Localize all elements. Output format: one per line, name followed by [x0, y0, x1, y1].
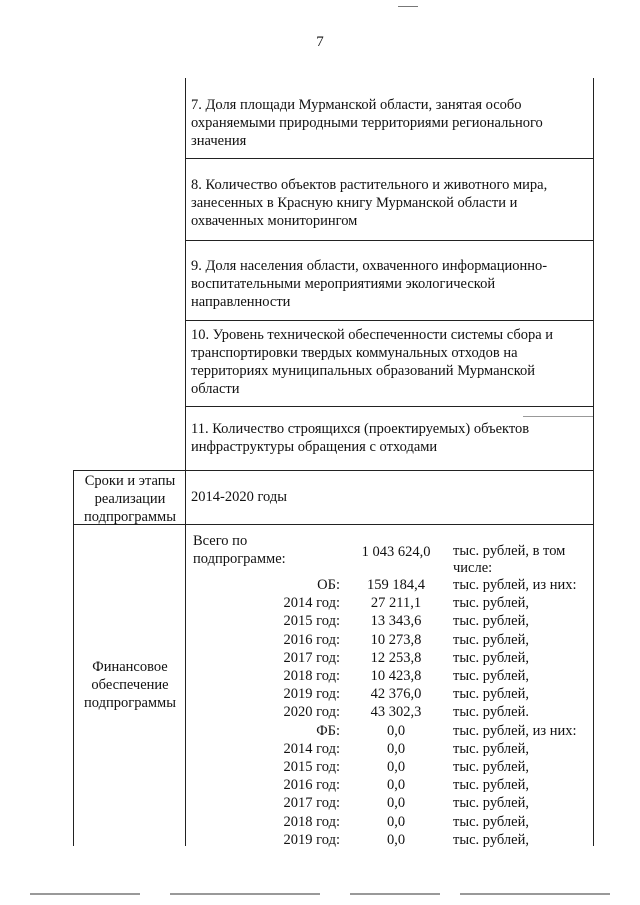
row-divider — [73, 470, 593, 471]
finance-row-unit: тыс. рублей, — [453, 649, 529, 666]
footer-line — [170, 893, 320, 895]
terms-value: 2014-2020 годы — [191, 489, 287, 505]
finance-row-value: 0,0 — [386, 722, 406, 739]
finance-row-label: 2018 год: — [283, 813, 340, 830]
finance-total-label: Всего по подпрограмме: — [193, 533, 286, 567]
finance-row-unit: тыс. рублей, — [453, 777, 529, 794]
finance-row — [73, 758, 593, 776]
indicator-11: 11. Количество строящихся (проектируемых) объектов инфраструктуры обращения с отходами — [191, 421, 530, 455]
finance-row — [73, 612, 593, 630]
footer-line — [350, 893, 440, 895]
finance-row-value: 0,0 — [386, 759, 406, 775]
finance-row-label: 2019 год: — [283, 831, 340, 848]
finance-row-value: 159 184,4 — [367, 577, 425, 593]
finance-row-unit: тыс. рублей, — [453, 631, 529, 648]
finance-row — [73, 667, 593, 685]
indicator-10: 10. Уровень технической обеспеченности системы сбора и транспортировки твердых коммунальных отходов на территориях муниципальных образований Мурманской области — [191, 327, 554, 397]
finance-row-value: 42 376,0 — [370, 686, 422, 703]
finance-row-unit: тыс. рублей. — [453, 704, 529, 721]
finance-row-unit: тыс. рублей, — [453, 740, 529, 757]
finance-row — [73, 740, 593, 758]
finance-row-value: 0,0 — [386, 831, 406, 848]
finance-row-unit: тыс. рублей, из них: — [453, 722, 577, 739]
finance-row — [73, 649, 593, 667]
indicator-8: 8. Количество объектов растительного и животного мира, занесенных в Красную книгу Мурманской области и охваченных мониторингом — [191, 177, 548, 229]
finance-row-unit: тыс. рублей, — [453, 686, 529, 703]
finance-row-label: ФБ: — [316, 722, 340, 739]
finance-row-value: 0,0 — [386, 795, 406, 812]
passport-table — [73, 78, 594, 846]
finance-row-value: 0,0 — [386, 813, 406, 830]
finance-row-label: ОБ: — [317, 577, 340, 593]
terms-label: Сроки и этапы реализации подпрограммы — [84, 473, 176, 525]
page-number: 7 — [316, 34, 324, 50]
finance-row-unit: тыс. рублей, — [453, 813, 529, 830]
finance-total-unit: тыс. рублей, в том числе: — [453, 543, 566, 576]
finance-row-label: 2017 год: — [283, 795, 340, 812]
finance-row-value: 0,0 — [386, 740, 406, 757]
finance-row-label: 2016 год: — [283, 777, 340, 794]
footer-line — [30, 893, 140, 895]
finance-row-unit: тыс. рублей, — [453, 831, 529, 848]
finance-row-value: 27 211,1 — [370, 595, 422, 612]
top-mark — [398, 6, 418, 7]
finance-row-label: 2015 год: — [283, 613, 340, 630]
finance-row-unit: тыс. рублей, — [453, 759, 529, 775]
finance-row-unit: тыс. рублей, — [453, 795, 529, 812]
finance-row-value: 10 273,8 — [370, 631, 422, 648]
finance-row — [73, 685, 593, 703]
finance-row-label: 2017 год: — [283, 649, 340, 666]
finance-row — [73, 831, 593, 849]
finance-row — [73, 722, 593, 740]
finance-row — [73, 813, 593, 831]
indicator-9: 9. Доля населения области, охваченного информационно-воспитательными мероприятиями экологической направленности — [191, 258, 548, 310]
finance-row-label: 2020 год: — [283, 704, 340, 721]
finance-row — [73, 576, 593, 594]
finance-row-value: 0,0 — [386, 777, 406, 794]
finance-label: Финансовое обеспечение подпрограммы — [84, 659, 176, 711]
finance-row-value: 10 423,8 — [370, 668, 422, 684]
finance-row — [73, 776, 593, 794]
finance-row-label: 2015 год: — [283, 759, 340, 775]
finance-row-unit: тыс. рублей, из них: — [453, 577, 577, 593]
finance-row-value: 43 302,3 — [370, 704, 422, 721]
finance-total-value: 1 043 624,0 — [361, 544, 431, 560]
row-divider — [185, 240, 593, 241]
row-divider — [185, 406, 593, 407]
finance-row-unit: тыс. рублей, — [453, 613, 529, 630]
finance-row-label: 2018 год: — [283, 668, 340, 684]
row-divider — [185, 320, 593, 321]
scan-mark — [523, 416, 593, 417]
footer-line — [460, 893, 610, 895]
finance-row-unit: тыс. рублей, — [453, 668, 529, 684]
finance-row-label: 2014 год: — [283, 595, 340, 612]
row-divider — [185, 158, 593, 159]
finance-row-label: 2016 год: — [283, 631, 340, 648]
finance-row-unit: тыс. рублей, — [453, 595, 529, 612]
finance-row-value: 13 343,6 — [370, 613, 422, 630]
finance-row-label: 2014 год: — [283, 740, 340, 757]
finance-row-value: 12 253,8 — [370, 649, 422, 666]
finance-row — [73, 703, 593, 721]
finance-row — [73, 594, 593, 612]
table-border-right — [593, 78, 594, 846]
finance-row-label: 2019 год: — [283, 686, 340, 703]
finance-row — [73, 794, 593, 812]
indicator-7: 7. Доля площади Мурманской области, занятая особо охраняемыми природными территориями регионального значения — [191, 97, 543, 149]
finance-row — [73, 631, 593, 649]
